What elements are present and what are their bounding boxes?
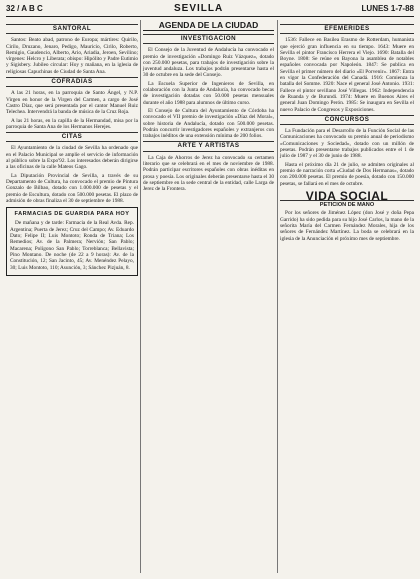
arte-heading: ARTE Y ARTISTAS	[143, 141, 274, 151]
efemerides-heading: EFEMERIDES	[280, 24, 414, 34]
citas-heading: CITAS	[6, 132, 138, 142]
citas-item: La Diputación Provincial de Sevilla, a través de su Departamento de Cultura, ha convocado el premio de Pintura Gonzalo de Bilbao, dotado con 1.000.000 de pesetas y el premio de Escultura, dotado con 500.000 pesetas. El plazo de admisión de obras finaliza el 30 de septiembre de 1988.	[6, 172, 138, 204]
concursos-heading: CONCURSOS	[280, 115, 414, 125]
peticion-heading: PETICION DE MANO	[280, 200, 414, 208]
investigacion-item: El Consejo de la Juventud de Andalucía ha convocado el premio de investigación «Domingo Ruiz Vázquez», dotado con 250.000 pesetas, para trabajos de investigación sobre la juventud andaluza. Los trabajos podrán presentarse hasta el 30 de octubre en la sede del Consejo.	[143, 47, 274, 79]
agenda-title: AGENDA DE LA CIUDAD	[143, 20, 274, 31]
issue-date: LUNES 1-7-88	[361, 4, 414, 13]
peticion-text: Por los señores de Jiménez López (don José y doña Pepa Garrido) ha sido pedida para su hijo José Carlos, la mano de la señorita María del Carmen Fernández Morales, hija de los señores de Fernández Martínez. La boda se celebrará en la iglesia de la Anunciación el próximo mes de septiembre.	[280, 210, 414, 242]
farmacias-box	[6, 207, 138, 276]
page-number: 32 / A B C	[6, 4, 43, 13]
efemerides-text: 1536: Fallece en Basilea Erasmo de Rotterdam, humanista que ejerció gran influencia en su tiempo. 1643: Muere en Sevilla el pintor Francisco Herrera el Viejo. 1690: Batalla del Boyne. 1808: Se reúne en Bayona la asamblea de notables españoles convocada por Napoleón. 1847: Se publica en Sevilla el primer número del diario «El Porvenir». 1867: Entra en vigor la Confederación del Canadá. 1916: Comienza la batalla del Somme. 1920: Nace el general José Antonio. 1931: Fallece el pintor sevillano José Villegas. 1962: Independencia de Ruanda y de Burundi. 1974: Muere en Buenos Aires el general Juan Domingo Perón. 1985: Se inaugura en Sevilla el nuevo Palacio de Congresos y Exposiciones.	[280, 37, 414, 113]
arte-item: La Caja de Ahorros de Jerez ha convocado su certamen literario que se celebrará en el mes de noviembre de 1988. Podrán participar escritores españoles con obras inéditas en prosa y poesía. Los originales deberán presentarse hasta el 30 de septiembre en la sede central de la entidad, calle Larga de Jerez de la Frontera.	[143, 154, 274, 193]
section-title: SEVILLA	[174, 3, 224, 14]
vida-social-title: VIDA SOCIAL	[305, 188, 389, 203]
column-center	[143, 32, 274, 195]
column-divider	[277, 20, 278, 573]
citas-item: El Ayuntamiento de la ciudad de Sevilla ha ordenado que en el Palacio Municipal se amplíe el servicio de información al público sobre la Expo'92. Los interesados deberán dirigirse a las oficinas de la calle Mateos Gago.	[6, 145, 138, 171]
farmacias-text: De mañana y de tarde: Farmacia de la Real Avda. Rep. Argentina; Puerta de Jerez; Cruz del Campo; Av. Eduardo Dato; Felipe II; Luis Montoto; Ronda de Triana; Los Remedios; Av. de la Palmera; Nervión; San Pablo; Macarena; Polígono San Pablo; Torreblanca; Bellavista; Pino Montano. De noche (de 22 a 9 horas): Av. de la Constitución, 12; San Jacinto, 45; Av. Menéndez Pelayo, 30; Luis Montoto, 110; Asunción, 3; Sánchez Pizjuán, 8.	[10, 220, 134, 271]
cofradias-item: A las 21 horas, en la capilla de la Hermandad, misa por la parroquia de Santa Ana de los Hermanos Herejes.	[6, 117, 138, 130]
page-header	[6, 2, 414, 17]
cofradias-item: A las 21 horas, en la parroquia de Santo Ángel, y N.P. Virgen en honor de la Virgen del Carmen, a cargo de José Castro Díaz, que será presentada por el cantor Manuel Ruiz Telechea. Intervendrá la banda de música de la Cruz Roja.	[6, 90, 138, 116]
investigacion-item: La Escuela Superior de Ingenieros de Sevilla, en colaboración con la Junta de Andalucía, ha convocado becas de investigación dotadas con 50.000 pesetas mensuales durante el año 1988 para alumnos de último curso.	[143, 80, 274, 106]
concursos-item: Hasta el próximo día 21 de julio, se admiten originales al premio de narración corta «Ciudad de Dos Hermanas», dotado con 200.000 pesetas. El premio de poesía, dotado con 150.000 pesetas, se fallará en el mes de octubre.	[280, 161, 414, 187]
concursos-item: La Fundación para el Desarrollo de la Función Social de las Comunicaciones ha convocado su premio anual de periodismo «Comunicaciones y Sociedad», dotado con un millón de pesetas. Podrán presentarse trabajos publicados entre el 1 de julio de 1987 y el 30 de junio de 1988.	[280, 128, 414, 160]
column-right	[280, 22, 414, 244]
santoral-heading: SANTORAL	[6, 24, 138, 34]
investigacion-heading: INVESTIGACION	[143, 34, 274, 44]
cofradias-heading: COFRADIAS	[6, 77, 138, 87]
farmacias-heading: FARMACIAS DE GUARDIA PARA HOY	[14, 211, 130, 218]
santoral-text: Santos: Beato abad, patrono de Europa; mártires: Quirilo, Cirilo, Druzano, Jenaro, Pedigo, Mauricio, Cirilo, Roberto, Remigio, Gaudencio, Alberto, Ario, Ariadia, Jeroen, Sevilino; vírgenes: Helcro y Liberata; obispo: Hipólito y Padre Eutimio y Sigisbery. Jubileo circular: Hoy y mañana, en la iglesia de religiosas Capuchinas de Ciudad de Santa Ana.	[6, 37, 138, 75]
column-left	[6, 22, 138, 276]
column-divider	[140, 20, 141, 573]
investigacion-item: El Consejo de Cultura del Ayuntamiento de Córdoba ha convocado el VII premio de investigación «Díaz del Moral», sobre historia de Andalucía, dotado con 500.000 pesetas. Podrán concurrir investigadores españoles y extranjeros con trabajos inéditos de una extensión mínima de 200 folios.	[143, 107, 274, 140]
